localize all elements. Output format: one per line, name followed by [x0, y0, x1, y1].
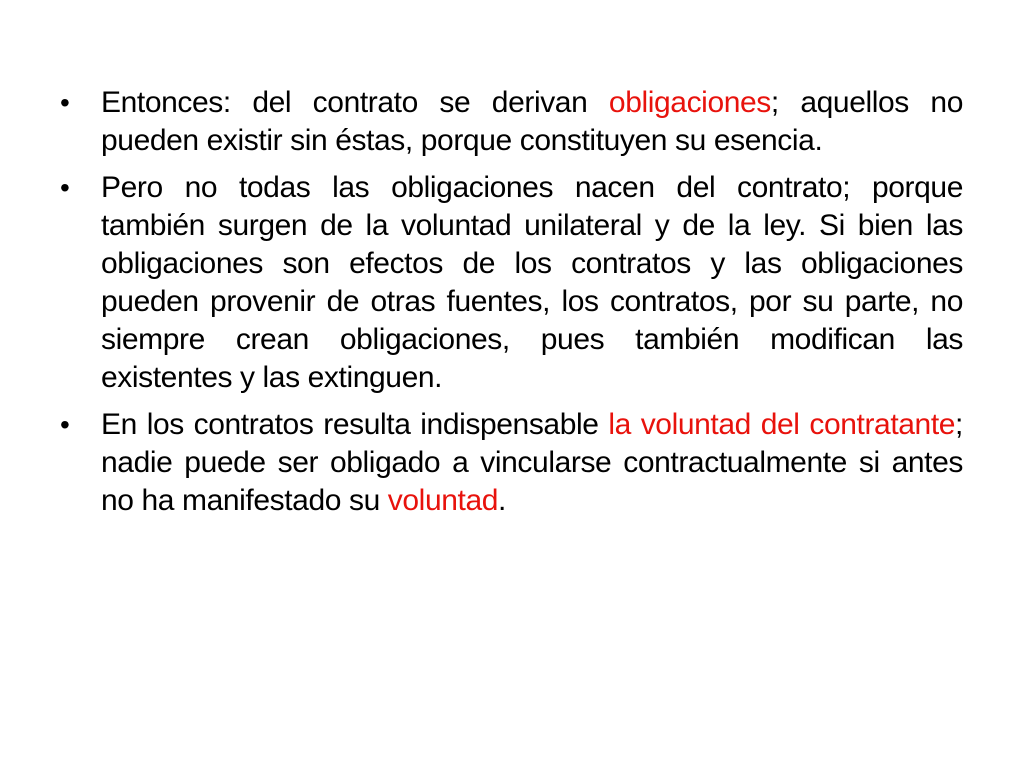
bullet-item-2 [60, 169, 963, 397]
text-segment: ; aquellos no pueden existir sin éstas, porque constituyen su esencia. [101, 86, 963, 157]
text-segment: Pero no todas las obligaciones nacen del contrato; porque también surgen de la voluntad unilateral y de la ley. Si bien las obligaciones son efectos de los contratos y las obligaciones pueden provenir de otras fuentes, los contratos, por su parte, no siempre crean obligaciones, pues también modifican las existentes y las extinguen. [101, 171, 963, 394]
text-segment: En los contratos resulta indispensable [101, 408, 609, 441]
text-segment: Entonces: del contrato se derivan [101, 86, 609, 119]
bullet-item-1 [60, 84, 963, 160]
highlighted-text-segment: la voluntad del contratante [608, 408, 956, 441]
highlighted-text-segment: voluntad [387, 484, 499, 517]
bullet-item-3 [60, 406, 963, 520]
bullet-dot-icon: • [60, 172, 70, 203]
bullet-text [101, 171, 963, 394]
highlighted-text-segment: obligaciones [608, 86, 771, 119]
text-segment: . [498, 484, 506, 517]
text-segment: ; nadie puede ser obligado a vincularse contractualmente si antes no ha manifestado su [101, 408, 963, 517]
bullet-text [101, 408, 963, 517]
bullet-text [101, 86, 963, 157]
bullet-dot-icon: • [60, 409, 70, 440]
bullet-dot-icon: • [60, 87, 70, 118]
bullet-list [60, 84, 963, 529]
